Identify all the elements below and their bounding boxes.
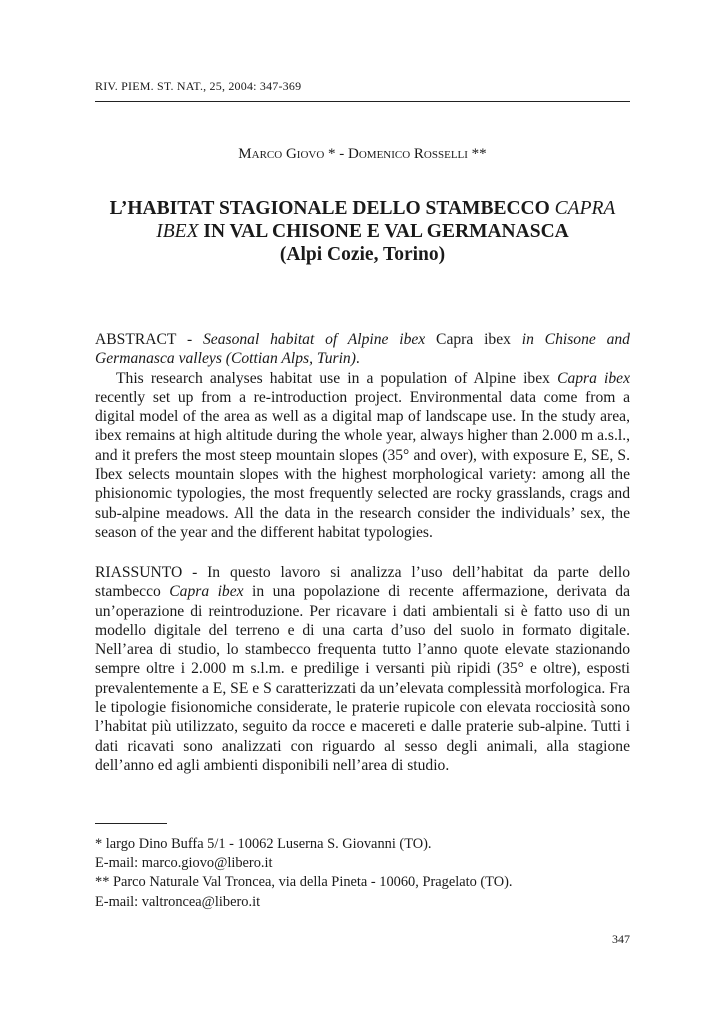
riassunto-text-2: in una popolazione di recente affermazione, derivata da un’operazione di reintroduzione. Per ricavare i dati ambientali si è fatto uso di un modello digitale del terreno e di una carta d’uso del suolo in formato digitale. Nell’area di studio, lo stambecco frequenta tutto l’anno quote elevate stazionando sempre oltre i 2.000 m s.l.m. e predilige i versanti più ripidi (35° e oltre), esposti prevalentemente a E, SE e S caratterizzati da un’elevata complessità morfologica. Fra le tipologie fisionomiche considerate, le praterie rupicole con elevata rocciosità sono l’habitat più utilizzato, seguito da rocce e macereti e dalle praterie sub-alpine. Tutti i dati ricavati sono analizzati con riguardo al sesso degli animali, alla stagione dell’anno ed agli ambienti disponibili nell’area di studio. [95,583,630,774]
abstract-text-2: recently set up from a re-introduction project. Environmental data come from a digital model of the area as well as a digital map of landscape use. In the study area, ibex remains at high altitude during the whole year, always higher than 2.000 m a.s.l., and it prefers the most steep mountain slopes (35° and over), with exposure E, SE, S. Ibex selects mountain slopes with the highest morphological variety: among all the phisionomic typologies, the most frequently selected are rocky grasslands, crags and sub-alpine meadows. All the data in the research consider the individuals’ sex, the season of the year and the different habitat typologies. [95,388,630,541]
footnote-line: ** Parco Naturale Val Troncea, via della Pineta - 10060, Pragelato (TO). [95,874,513,891]
footnote-email: E-mail: valtroncea@libero.it [95,893,261,910]
title-part-1: L’HABITAT STAGIONALE DELLO STAMBECCO [109,198,555,219]
footnote-email: E-mail: marco.giovo@libero.it [95,855,273,872]
journal-reference: RIV. PIEM. ST. NAT., 25, 2004: 347-369 [95,79,302,93]
abstract-species: Capra ibex [557,369,631,387]
abstract-body [95,369,630,543]
title-part-2: IN VAL CHISONE E VAL GERMANASCA [198,221,569,242]
abstract-title-species: Capra ibex [425,331,522,348]
abstract-title-end: . [355,350,360,368]
page-number: 347 [612,932,630,946]
footnote-divider [95,823,167,824]
abstract-section [95,330,630,542]
riassunto-body [95,563,630,775]
title-species: CAPRA IBEX [156,198,616,242]
header-divider [95,101,630,102]
riassunto-species: Capra ibex [169,583,244,601]
riassunto-section [95,563,630,775]
authors-line: Marco Giovo * - Domenico Rosselli ** [238,146,487,162]
title-subtitle: (Alpi Cozie, Torino) [279,244,446,265]
footnotes [95,835,630,912]
abstract-heading [95,330,630,369]
abstract-title-italic-1: Seasonal habitat of Alpine ibex [202,331,426,348]
abstract-title-italic-2: in Chisone and Germanasca valleys (Cottian Alps, Turin) [95,331,630,368]
abstract-label: ABSTRACT - [95,331,203,348]
article-title [95,197,630,266]
footnote-line: * largo Dino Buffa 5/1 - 10062 Luserna S. Giovanni (TO). [95,836,432,852]
abstract-text-1: This research analyses habitat use in a population of Alpine ibex [116,369,558,387]
riassunto-text-1: RIASSUNTO - In questo lavoro si analizza l’uso dell’habitat da parte dello stambecco [95,564,630,601]
